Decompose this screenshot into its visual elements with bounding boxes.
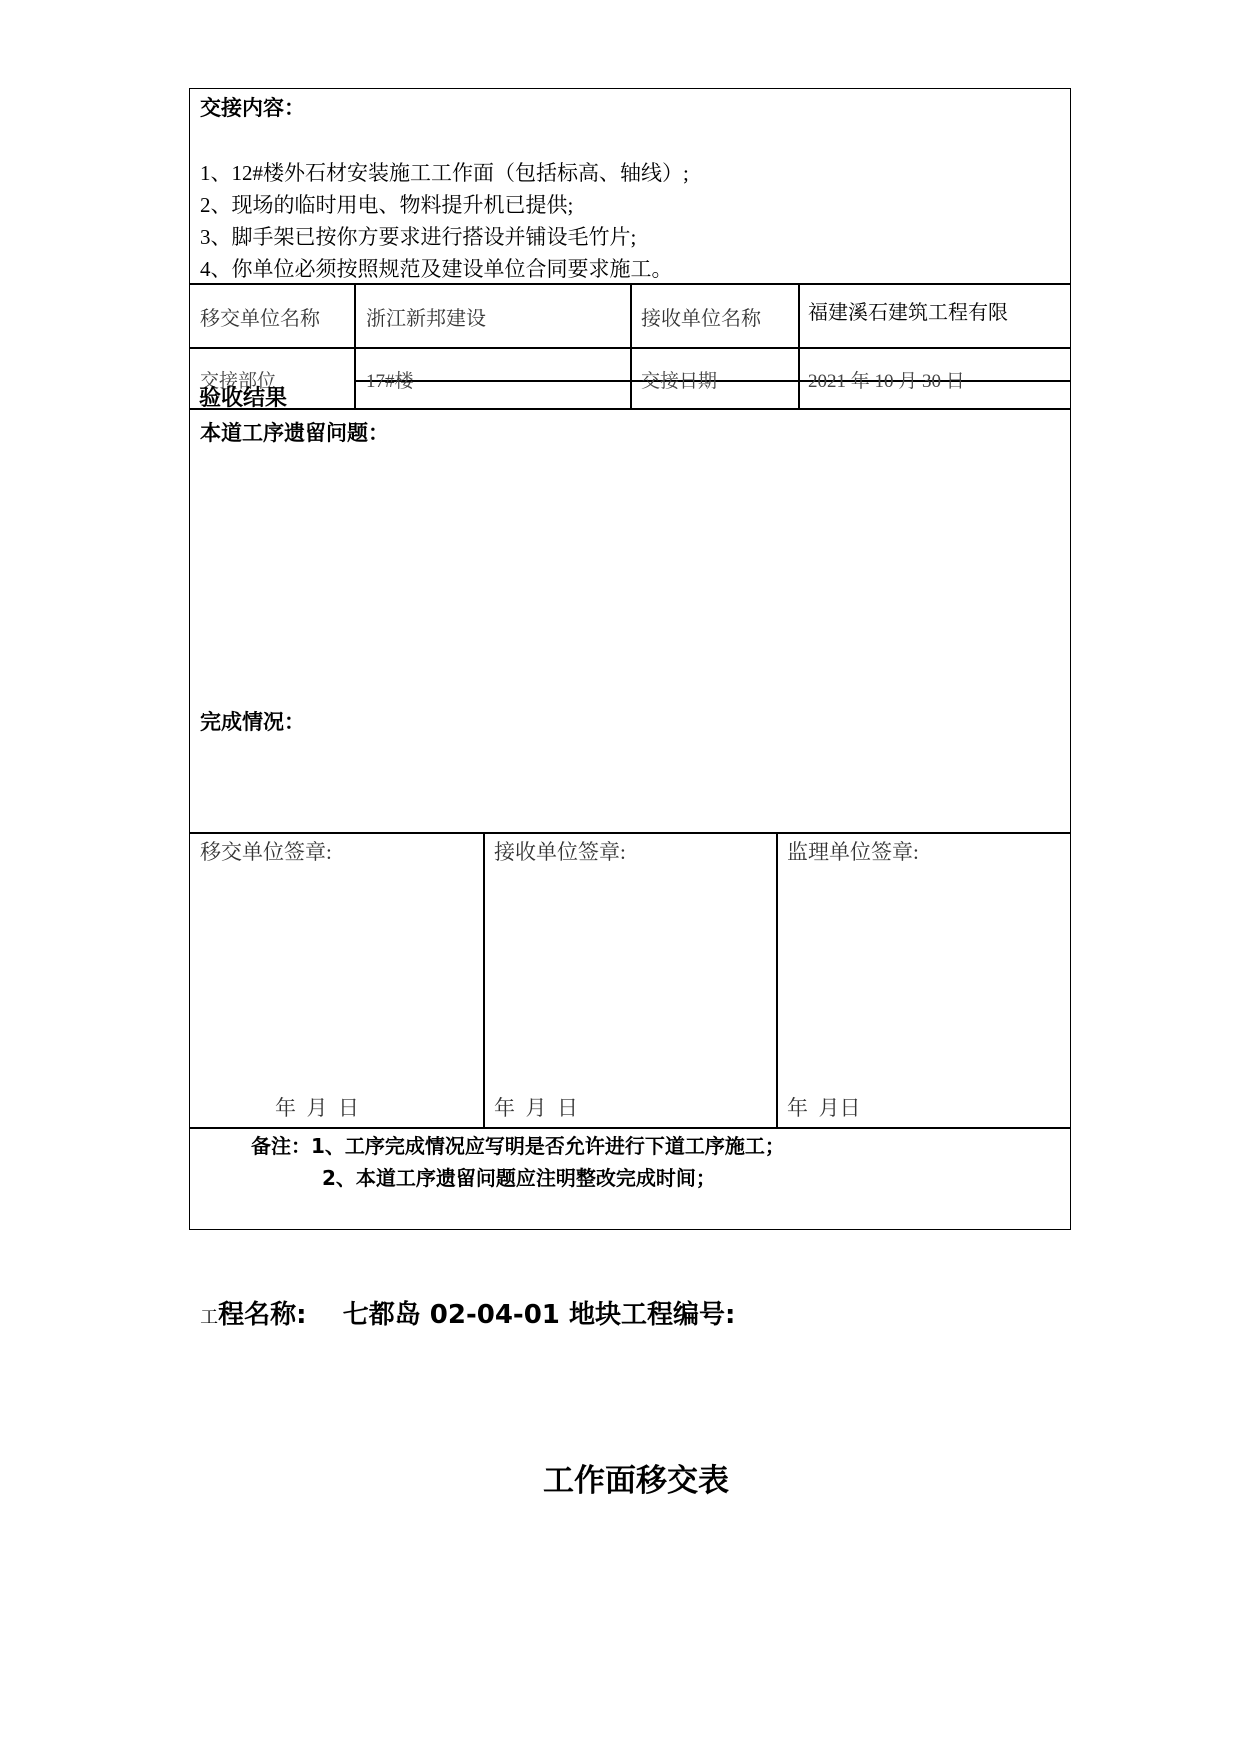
handover-date-label: 交接日期 bbox=[641, 371, 718, 392]
col-divider bbox=[776, 832, 778, 1128]
acceptance-heading: 验收结果 bbox=[199, 386, 288, 411]
issues-label: 本道工序遗留问题： bbox=[200, 421, 389, 445]
project-text: 程名称: 七都岛 02-04-01 地块工程编号: bbox=[218, 1300, 736, 1330]
col-divider bbox=[798, 283, 800, 408]
to-unit-label: 接收单位名称 bbox=[641, 308, 761, 330]
from-unit-sign-date: 年 月 日 bbox=[275, 1096, 359, 1120]
handover-part-label: 交接部位 bbox=[200, 371, 277, 392]
supervisor-signature-label: 监理单位签章: bbox=[787, 840, 919, 864]
project-name-line bbox=[182, 1264, 735, 1331]
note-line-1: 备注：1、工序完成情况应写明是否允许进行下道工序施工； bbox=[251, 1134, 785, 1158]
project-prefix: 工 bbox=[200, 1307, 219, 1328]
from-unit-value: 浙江新邦建设 bbox=[366, 308, 486, 330]
from-unit-signature-label: 移交单位签章: bbox=[200, 840, 332, 864]
handover-item: 1、12#楼外石材安装施工工作面（包括标高、轴线）; bbox=[200, 161, 689, 185]
handover-date-value: 2021 年 10 月 30 日 bbox=[808, 371, 965, 392]
note-line-2: 2、本道工序遗留问题应注明整改完成时间； bbox=[322, 1166, 716, 1190]
col-divider bbox=[483, 832, 485, 1128]
form-title: 工作面移交表 bbox=[543, 1463, 729, 1499]
handover-item: 3、脚手架已按你方要求进行搭设并铺设毛竹片; bbox=[200, 225, 637, 249]
row-divider bbox=[189, 832, 1071, 834]
to-unit-value: 福建溪石建筑工程有限 bbox=[808, 300, 1008, 324]
handover-item: 2、现场的临时用电、物料提升机已提供; bbox=[200, 193, 574, 217]
row-divider bbox=[189, 408, 1071, 410]
col-divider bbox=[630, 283, 632, 408]
completion-label: 完成情况： bbox=[200, 710, 305, 734]
from-unit-label: 移交单位名称 bbox=[200, 308, 320, 330]
to-unit-sign-date: 年 月 日 bbox=[494, 1096, 578, 1120]
to-unit-signature-label: 接收单位签章: bbox=[494, 840, 626, 864]
handover-heading: 交接内容： bbox=[200, 96, 305, 120]
handover-item: 4、你单位必须按照规范及建设单位合同要求施工。 bbox=[200, 257, 673, 281]
row-divider bbox=[189, 1127, 1071, 1129]
col-divider bbox=[354, 283, 356, 408]
supervisor-sign-date: 年 月日 bbox=[787, 1096, 861, 1120]
handover-part-value: 17#楼 bbox=[366, 371, 414, 392]
